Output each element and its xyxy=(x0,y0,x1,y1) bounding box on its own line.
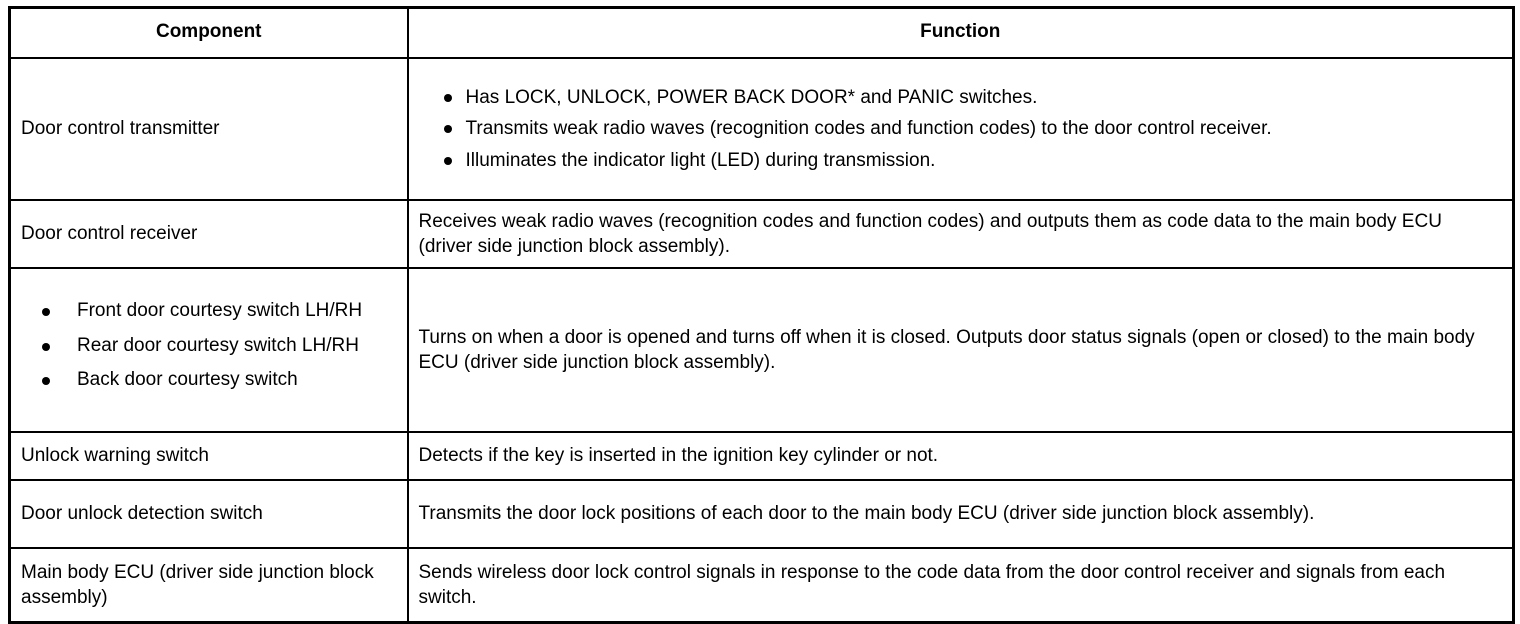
component-label: Door control transmitter xyxy=(21,118,220,140)
list-item xyxy=(21,367,397,393)
component-label: Main body ECU (driver side junction block assembly) xyxy=(21,561,374,608)
bullet-icon xyxy=(42,377,50,385)
table-row xyxy=(10,480,1514,548)
function-label: Detects if the key is inserted in the ignition key cylinder or not. xyxy=(418,445,939,467)
table-header-row xyxy=(10,8,1514,59)
bullet-icon xyxy=(444,157,452,165)
function-label: Receives weak radio waves (recognition codes and function codes) and outputs them as code data to the main body ECU (driver side junction block assembly). xyxy=(418,210,1442,257)
list-item xyxy=(21,333,397,359)
list-item-label: Has LOCK, UNLOCK, POWER BACK DOOR* and PANIC switches. xyxy=(465,86,1038,108)
cell-component xyxy=(10,480,408,548)
cell-component xyxy=(10,58,408,200)
cell-component xyxy=(10,268,408,432)
list-item-label: Illuminates the indicator light (LED) during transmission. xyxy=(465,149,936,171)
list-item-label: Front door courtesy switch LH/RH xyxy=(77,300,363,322)
component-function-table xyxy=(8,6,1515,624)
cell-function xyxy=(408,268,1514,432)
list-item-label: Transmits weak radio waves (recognition codes and function codes) to the door control receiver. xyxy=(465,118,1272,140)
bullet-icon xyxy=(42,308,50,316)
list-item-label: Rear door courtesy switch LH/RH xyxy=(77,334,359,356)
list-item-label: Back door courtesy switch xyxy=(77,369,298,391)
cell-function xyxy=(408,200,1514,268)
table-row xyxy=(10,268,1514,432)
list-item xyxy=(419,116,1501,142)
function-label: Sends wireless door lock control signals in response to the code data from the door control receiver and signals from each switch. xyxy=(418,561,1446,608)
table-row xyxy=(10,58,1514,200)
function-content xyxy=(409,78,1513,181)
table-row xyxy=(10,432,1514,480)
bullet-icon xyxy=(444,94,452,102)
cell-component xyxy=(10,432,408,480)
component-label: Door unlock detection switch xyxy=(21,503,263,525)
cell-function xyxy=(408,548,1514,623)
bullet-icon xyxy=(42,343,50,351)
component-bullet-list xyxy=(21,298,397,393)
component-label: Door control receiver xyxy=(21,223,198,245)
list-item xyxy=(419,85,1501,111)
table-row xyxy=(10,548,1514,623)
component-content xyxy=(11,291,407,409)
cell-function xyxy=(408,58,1514,200)
column-header-function: Function xyxy=(408,8,1514,59)
component-label: Unlock warning switch xyxy=(21,445,209,467)
function-bullet-list xyxy=(419,85,1501,174)
table-row xyxy=(10,200,1514,268)
cell-function xyxy=(408,432,1514,480)
cell-component xyxy=(10,548,408,623)
function-label: Transmits the door lock positions of each door to the main body ECU (driver side junction block assembly). xyxy=(418,503,1315,525)
cell-function xyxy=(408,480,1514,548)
column-header-component: Component xyxy=(10,8,408,59)
function-label: Turns on when a door is opened and turns off when it is closed. Outputs door status signals (open or closed) to the main body ECU (driver side junction block assembly). xyxy=(418,326,1475,373)
list-item xyxy=(419,148,1501,174)
cell-component xyxy=(10,200,408,268)
list-item xyxy=(21,298,397,324)
bullet-icon xyxy=(444,125,452,133)
